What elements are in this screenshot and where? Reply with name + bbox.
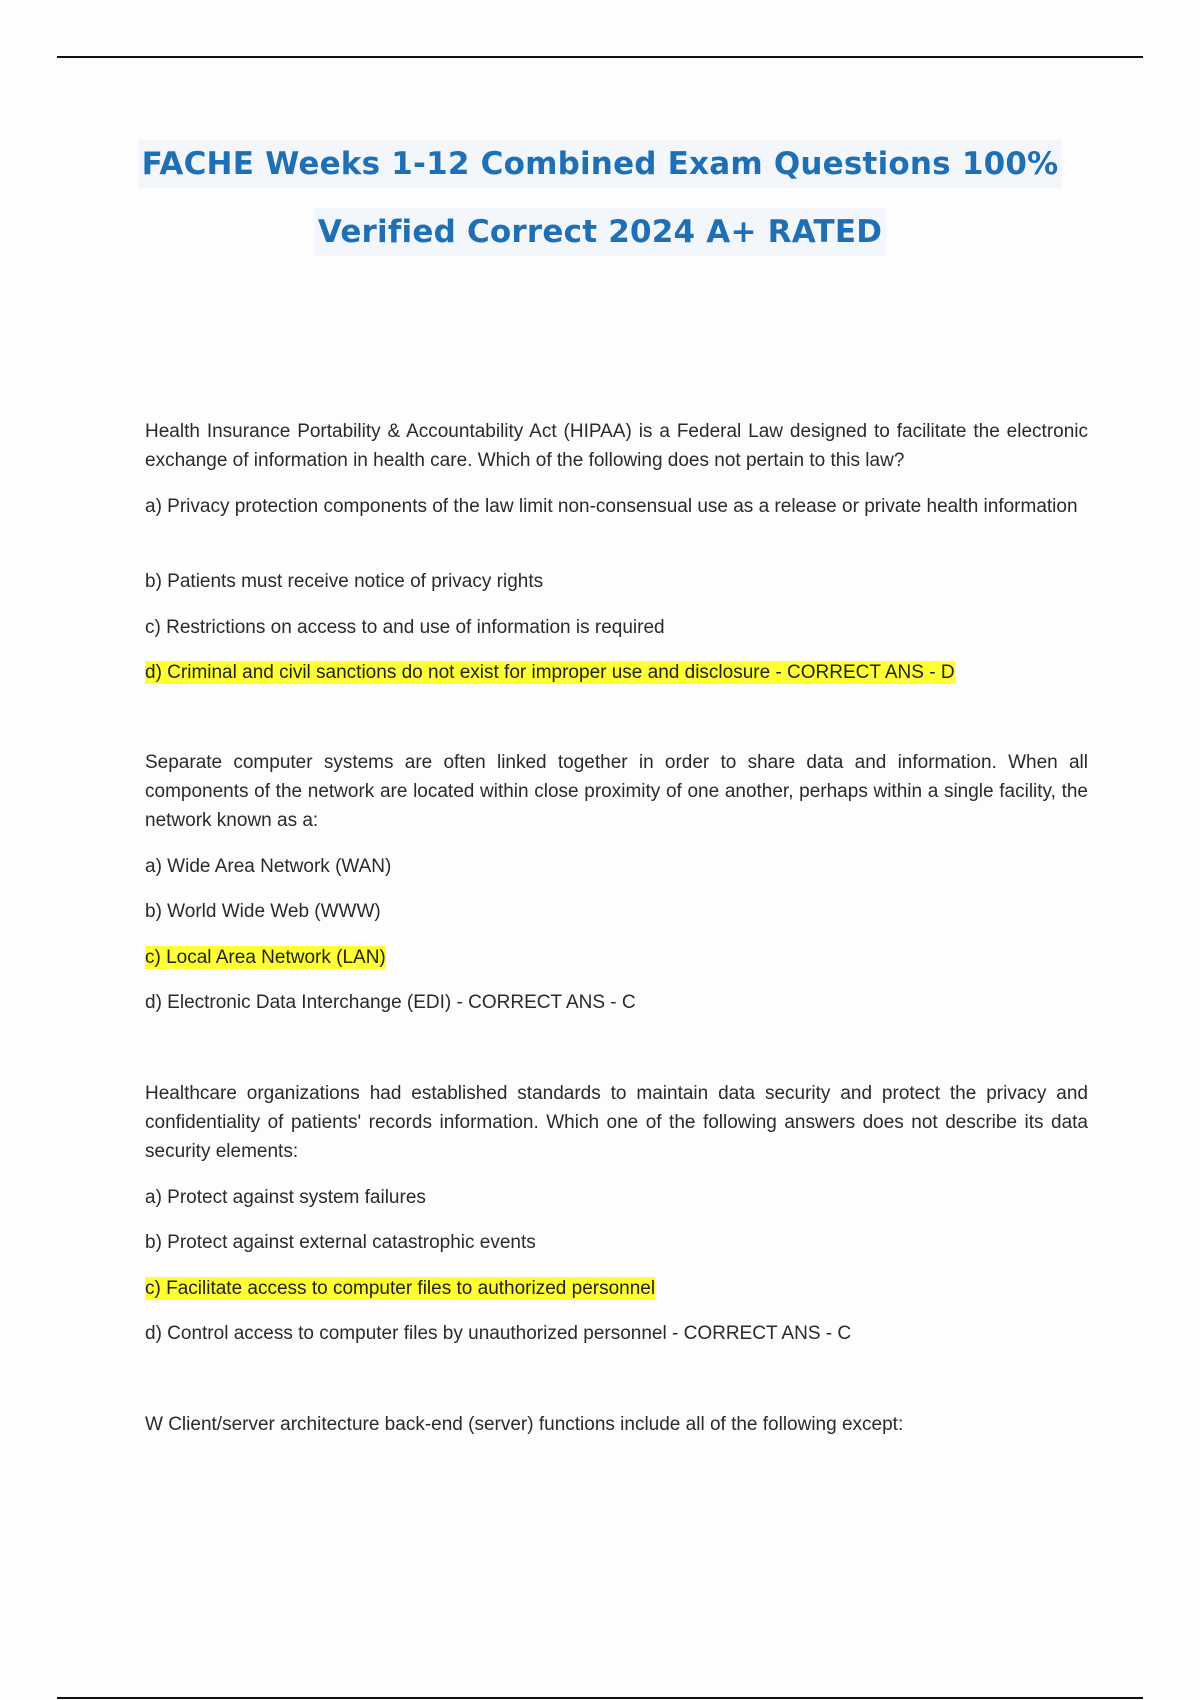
question-2-option-d: d) Electronic Data Interchange (EDI) - CORRECT ANS - C <box>145 992 636 1013</box>
question-1-option-c: c) Restrictions on access to and use of information is required <box>145 617 665 638</box>
title-line-2: Verified Correct 2024 A+ RATED <box>314 208 886 256</box>
question-3-stem: Healthcare organizations had established standards to maintain data security and protect the privacy and confidentiality of patients' records information. Which one of the following answers does not describe its data security elements: <box>145 1083 1088 1162</box>
question-2-option-a: a) Wide Area Network (WAN) <box>145 856 392 877</box>
question-1-option-b: b) Patients must receive notice of privacy rights <box>145 571 544 592</box>
question-3-option-a: a) Protect against system failures <box>145 1187 426 1208</box>
question-1-stem: Health Insurance Portability & Accountability Act (HIPAA) is a Federal Law designed to facilitate the electronic exchange of information in health care. Which of the following does not pertain to this law? <box>145 421 1088 471</box>
question-3-option-d: d) Control access to computer files by unauthorized personnel - CORRECT ANS - C <box>145 1323 852 1344</box>
question-1-option-d <box>145 658 1088 687</box>
question-4-stem: W Client/server architecture back-end (server) functions include all of the following except: <box>145 1414 904 1435</box>
question-1-answer-highlight: d) Criminal and civil sanctions do not exist for improper use and disclosure - CORRECT ANS - D <box>145 662 955 683</box>
question-3-answer-highlight: c) Facilitate access to computer files to authorized personnel <box>145 1278 656 1299</box>
question-2-stem: Separate computer systems are often linked together in order to share data and information. When all components of the network are located within close proximity of one another, perhaps within a single facility, the network known as a: <box>145 752 1088 831</box>
question-2-option-b: b) World Wide Web (WWW) <box>145 901 381 922</box>
question-2-option-c <box>145 943 1088 972</box>
title-line-1: FACHE Weeks 1-12 Combined Exam Questions 100% <box>138 140 1063 188</box>
question-1-option-a: a) Privacy protection components of the law limit non-consensual use as a release or private health information <box>145 496 1078 517</box>
question-3-option-b: b) Protect against external catastrophic events <box>145 1232 536 1253</box>
bottom-rule <box>57 1697 1143 1699</box>
question-2-answer-highlight: c) Local Area Network (LAN) <box>145 947 386 968</box>
question-3-option-c <box>145 1274 1088 1303</box>
